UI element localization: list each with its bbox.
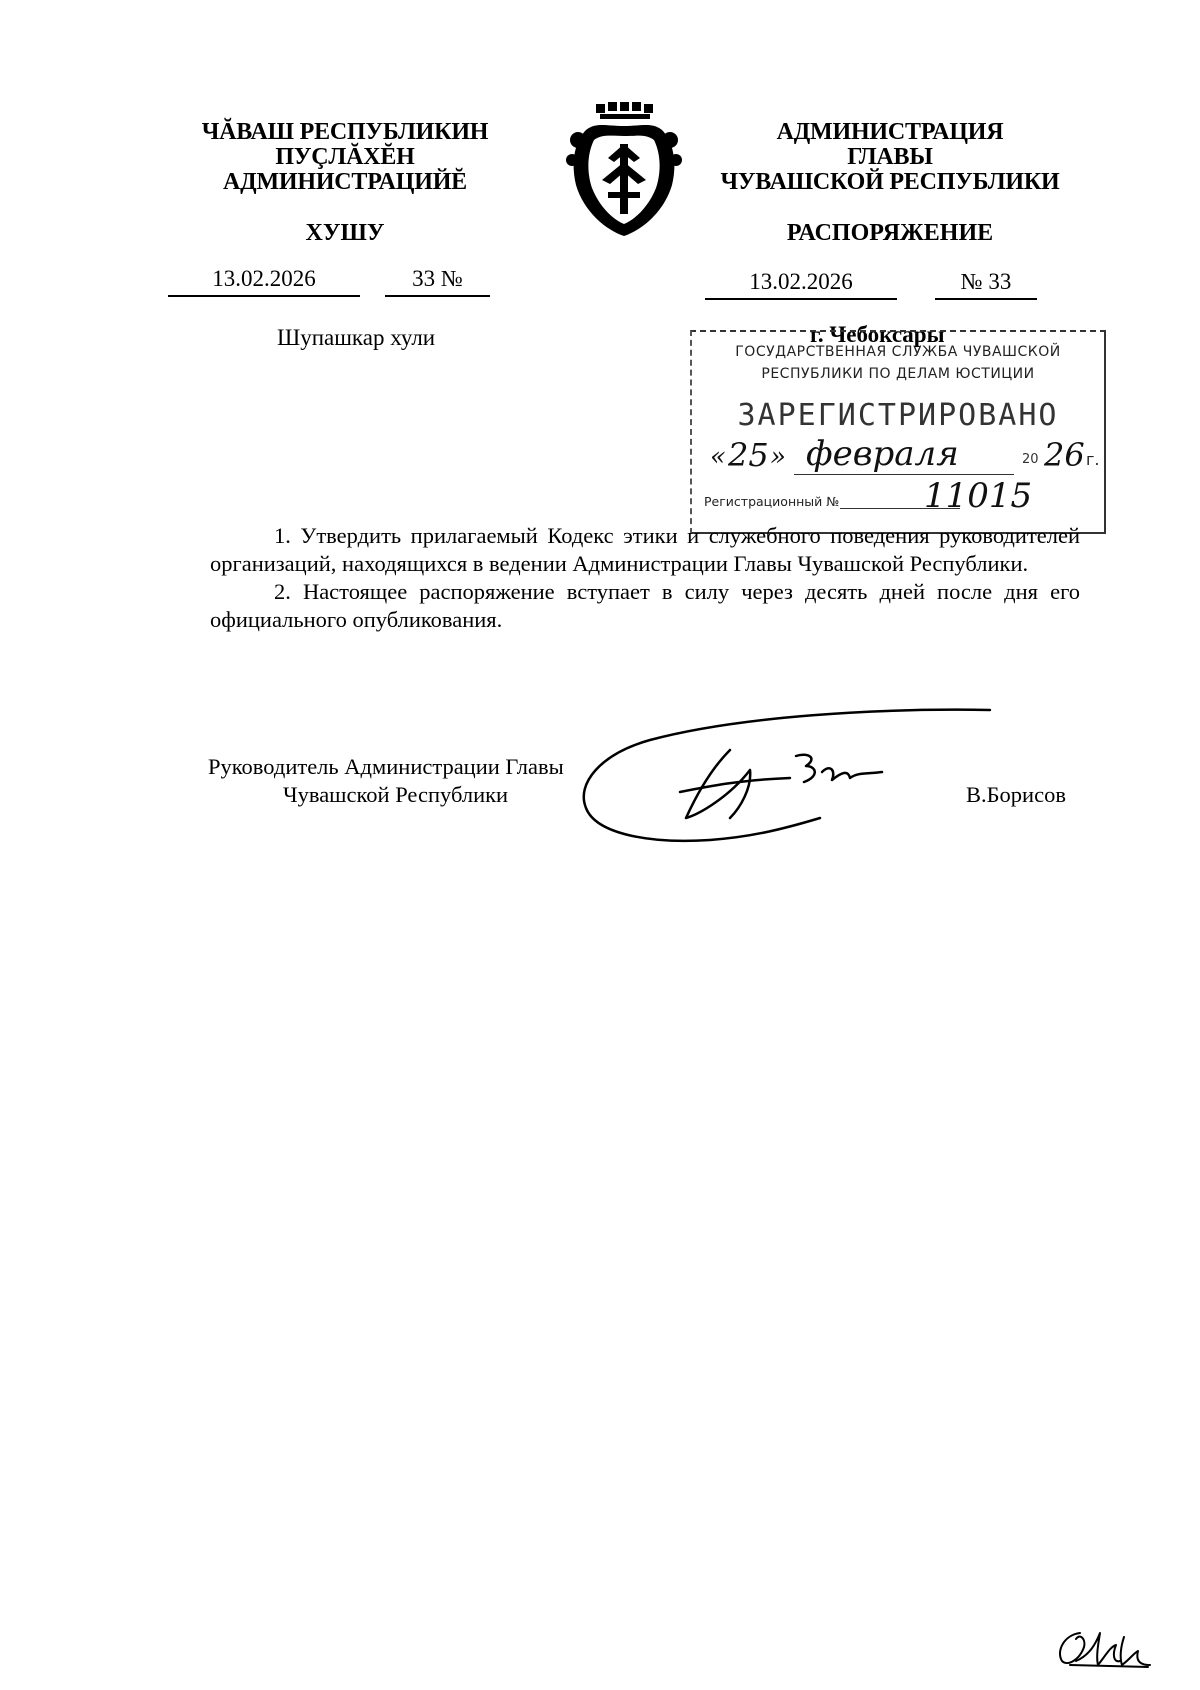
signatory-name: В.Борисов bbox=[966, 782, 1066, 807]
stamp-year-suffix: г. bbox=[1086, 450, 1100, 469]
stamp-month: февраля bbox=[806, 434, 959, 474]
header-right-line1: АДМИНИСТРАЦИЯ bbox=[776, 119, 1004, 145]
signatory-position-line1: Руководитель Администрации Главы bbox=[208, 754, 564, 779]
stamp-line1: ГОСУДАРСТВЕННАЯ СЛУЖБА ЧУВАШСКОЙ bbox=[735, 344, 1061, 360]
stamp-line2: РЕСПУБЛИКИ ПО ДЕЛАМ ЮСТИЦИИ bbox=[761, 366, 1035, 382]
header-right bbox=[690, 120, 1090, 195]
number-left: 33 № bbox=[385, 266, 490, 297]
header-left-line3: АДМИНИСТРАЦИЙĔ bbox=[223, 169, 467, 195]
stamp-year-prefix: 20 bbox=[1022, 452, 1039, 467]
date-right: 13.02.2026 bbox=[705, 269, 897, 300]
signatory-position-line2: Чувашской Республики bbox=[283, 782, 509, 807]
stamp-date-underline bbox=[794, 474, 1014, 475]
stamp-day: 25 bbox=[728, 436, 769, 474]
handwritten-signature-icon bbox=[580, 700, 1000, 850]
stamp-reg-label: Регистрационный № bbox=[704, 494, 840, 509]
stamp-status: ЗАРЕГИСТРИРОВАНО bbox=[737, 398, 1059, 433]
stamp-reg-number: 11015 bbox=[924, 476, 1033, 516]
number-right: № 33 bbox=[935, 269, 1037, 300]
city-right: г. Чебоксары bbox=[810, 322, 945, 347]
registration-stamp bbox=[690, 330, 1106, 534]
header-right-line2: ГЛАВЫ bbox=[847, 144, 933, 170]
page-initials-icon bbox=[1050, 1625, 1155, 1670]
header-right-line3: ЧУВАШСКОЙ РЕСПУБЛИКИ bbox=[720, 169, 1060, 195]
stamp-date-row: « 25 » февраля 20 26 г. bbox=[710, 434, 1100, 474]
header-left bbox=[160, 120, 530, 195]
header-left-line1: ЧĂВАШ РЕСПУБЛИКИН bbox=[201, 119, 489, 145]
doc-type-right: РАСПОРЯЖЕНИЕ bbox=[786, 220, 994, 246]
date-left: 13.02.2026 bbox=[168, 266, 360, 297]
paragraph-1: 1. Утвердить прилагаемый Кодекс этики и служебного поведения руководителей организаций, находящихся в ведении Администрации Главы Чувашской Республики. bbox=[210, 523, 1080, 576]
stamp-year: 26 bbox=[1044, 436, 1085, 474]
paragraph-2: 2. Настоящее распоряжение вступает в силу через десять дней после дня его официального опубликования. bbox=[210, 579, 1080, 632]
city-left: Шупашкар хули bbox=[277, 325, 436, 350]
body-text bbox=[210, 522, 1080, 634]
doc-type-left: ХУШУ bbox=[305, 220, 385, 246]
chuvash-coat-of-arms-icon bbox=[556, 100, 692, 240]
header-left-line2: ПУÇЛĂХĔН bbox=[275, 144, 415, 170]
